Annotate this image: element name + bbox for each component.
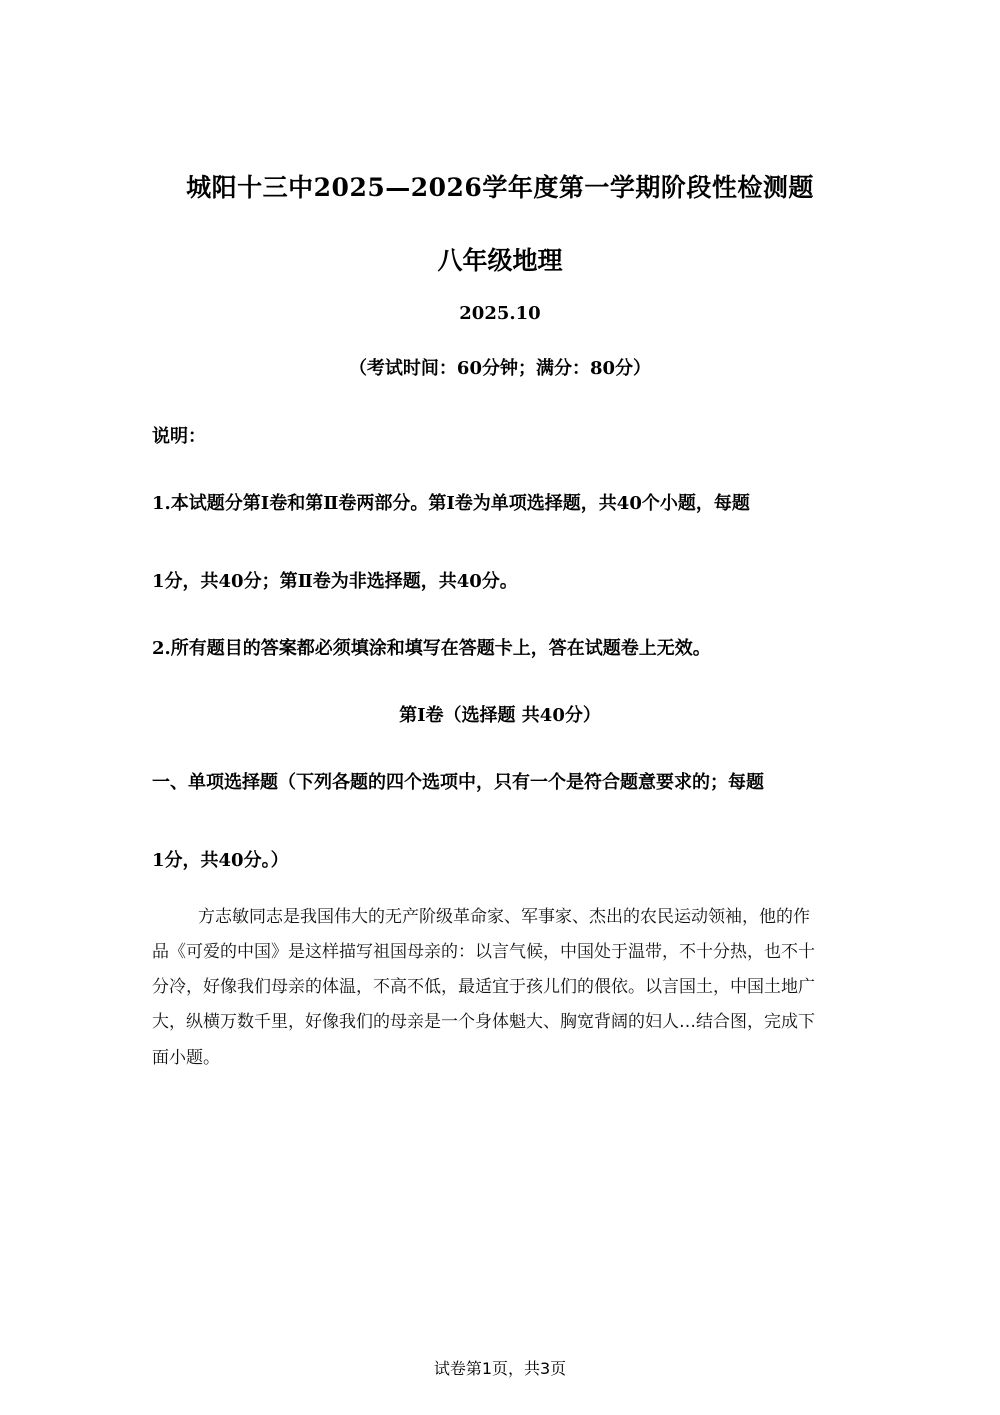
instruction-item-1-line-2: 1分，共40分；第Ⅱ卷为非选择题，共40分。	[152, 571, 518, 592]
exam-title: 城阳十三中2025—2026学年度第一学期阶段性检测题	[186, 173, 814, 202]
question-part-line-2: 1分，共40分。）	[152, 850, 289, 871]
instruction-item-1-line-1: 1.本试题分第Ⅰ卷和第Ⅱ卷两部分。第Ⅰ卷为单项选择题，共40个小题，每题	[152, 493, 750, 514]
passage-line-2: 品《可爱的中国》是这样描写祖国母亲的：以言气候，中国处于温带，不十分热，也不十	[152, 942, 815, 962]
passage-line-4: 大，纵横万数千里，好像我们的母亲是一个身体魁大、胸宽背阔的妇人…结合图，完成下	[152, 1012, 815, 1032]
exam-subtitle: 八年级地理	[437, 246, 563, 275]
passage-line-3: 分冷，好像我们母亲的体温，不高不低，最适宜于孩儿们的偎依。以言国土，中国土地广	[152, 977, 815, 997]
passage-line-1: 方志敏同志是我国伟大的无产阶级革命家、军事家、杰出的农民运动领袖，他的作	[198, 907, 810, 927]
question-part-line-1: 一、单项选择题（下列各题的四个选项中，只有一个是符合题意要求的；每题	[152, 772, 764, 793]
passage-line-5: 面小题。	[152, 1048, 220, 1068]
section-heading: 第Ⅰ卷（选择题 共40分）	[399, 705, 601, 726]
instructions-label: 说明：	[152, 426, 206, 447]
page-footer: 试卷第1页，共3页	[433, 1359, 567, 1378]
exam-info: （考试时间：60分钟；满分：80分）	[348, 358, 652, 379]
exam-date: 2025.10	[459, 303, 541, 324]
instruction-item-2: 2.所有题目的答案都必须填涂和填写在答题卡上，答在试题卷上无效。	[152, 638, 711, 659]
